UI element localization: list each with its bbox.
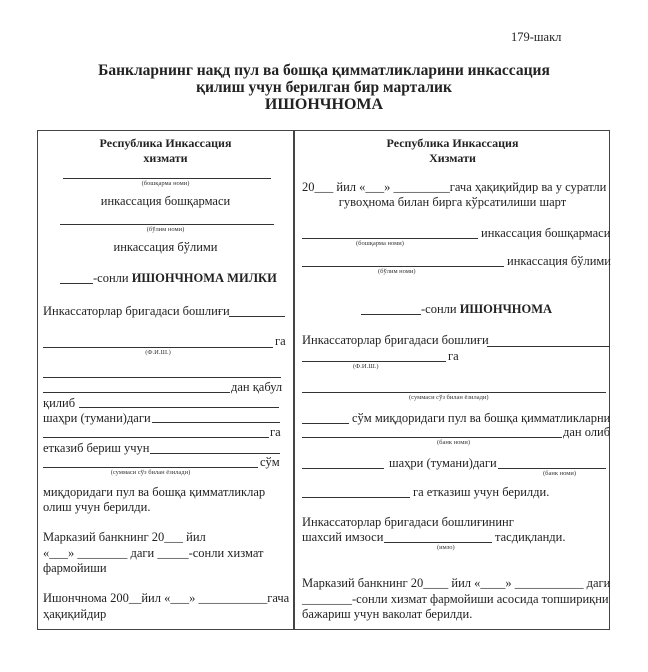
left-city-field[interactable] [152, 422, 280, 423]
right-caption-admin: (бошқарма номи) [356, 240, 404, 247]
left-dan-qabul: дан қабул [231, 380, 283, 394]
left-ga: га [275, 334, 286, 348]
left-cb-line-3: фармойиши [43, 561, 107, 575]
right-caption-bank: (банк номи) [437, 439, 470, 446]
right-number-suffix: -сонли [421, 302, 457, 316]
left-amount-field[interactable] [43, 467, 258, 468]
right-sign-line-1: Инкассаторлар бригадаси бошлиғининг [302, 515, 514, 529]
left-caption-admin: (бошқарма номи) [141, 180, 190, 187]
right-admin-name-field[interactable] [302, 238, 478, 239]
left-amount-text-1: миқдоридаги пул ва бошқа қимматликлар [43, 485, 266, 499]
right-sign-label: шахсий имзоси [302, 530, 384, 544]
right-cb-line-1: Марказий банкнинг 20____ йил «____» ___________ даги [302, 576, 611, 590]
right-cb-line-2: ________-сонли хизмат фармойиши асосида топшириқни [302, 592, 609, 606]
left-fio-field[interactable] [43, 347, 273, 348]
left-valid-line-2: ҳақиқийдир [43, 607, 107, 621]
left-number-suffix: -сонли [93, 271, 129, 285]
left-org-line-1: Республика Инкассация [99, 136, 232, 150]
left-sum: сўм [260, 455, 280, 469]
right-org-line-1: Республика Инкассация [386, 136, 519, 150]
right-caption-amount: (суммаси сўз билан ёзилади) [409, 394, 489, 401]
left-admin-name-field[interactable] [63, 178, 271, 179]
right-caption-dept: (бўлим номи) [378, 268, 416, 275]
document-title-line-1: Банкларнинг нақд пул ва бошқа қимматликларини инкассация [98, 62, 550, 79]
right-valid-line-2: гувоҳнома билан бирга кўрсатилиши шарт [338, 195, 567, 209]
right-city-field[interactable] [302, 468, 384, 469]
left-qilib: қилиб [43, 396, 76, 410]
left-recipient-field[interactable] [43, 437, 269, 438]
right-admin-text: инкассация бошқармаси [481, 226, 611, 240]
left-caption-amount: (суммаси сўз билан ёзилади) [110, 469, 191, 476]
left-number-field[interactable] [60, 283, 93, 284]
right-brigade-head-field[interactable] [487, 346, 610, 347]
left-city-label: шаҳри (тумани)даги [43, 411, 151, 425]
right-city-label: шаҳри (тумани)даги [389, 456, 497, 470]
right-sign-confirmed: тасдиқланди. [495, 530, 566, 544]
left-stub-title-row [93, 271, 277, 286]
right-recipient-field[interactable] [302, 497, 410, 498]
right-number-field[interactable] [361, 314, 421, 315]
right-dept-name-field[interactable] [302, 266, 504, 267]
document-title-line-3: ИШОНЧНОМА [264, 96, 384, 113]
left-source-field[interactable] [43, 392, 230, 393]
document-title-line-2: қилиш учун берилган бир марталик [196, 79, 452, 96]
left-deliver-field[interactable] [150, 453, 280, 454]
form-number: 179-шакл [511, 30, 562, 44]
right-fio-field[interactable] [302, 361, 446, 362]
left-amount-text-2: олиш учун берилди. [43, 500, 151, 514]
left-cb-line-1: Марказий банкнинг 20___ йил [43, 530, 206, 544]
right-ga: га [448, 349, 459, 363]
left-brigade-head-label: Инкассаторлар бригадаси бошлиғи [43, 304, 230, 318]
left-valid-line-1: Ишончнома 200__йил «___» ___________гача [43, 591, 290, 605]
left-caption-fio: (Ф.И.Ш.) [145, 349, 171, 356]
left-ga-2: га [270, 425, 281, 439]
left-admin-text: инкассация бошқармаси [100, 194, 231, 208]
right-deliver: га етказиш учун берилди. [413, 485, 550, 499]
left-qilib-field[interactable] [79, 407, 279, 408]
right-sum-text: сўм миқдоридаги пул ва бошқа қимматликларни [352, 411, 611, 425]
left-dept-name-field[interactable] [60, 224, 274, 225]
right-doc-title-row [421, 302, 552, 317]
right-valid-line-1: 20___ йил «___» _________гача ҳақиқийдир ва у суратли [302, 180, 607, 194]
right-cb-line-3: бажариш учун ваколат берилди. [302, 607, 473, 621]
right-dan-olib: дан олиб [563, 425, 611, 439]
right-dept-text: инкассация бўлими [507, 254, 611, 268]
right-amount-words-field[interactable] [302, 392, 606, 393]
right-doc-title: ИШОНЧНОМА [459, 302, 553, 316]
left-caption-dept: (бўлим номи) [146, 226, 185, 233]
right-caption-fio: (Ф.И.Ш.) [353, 363, 379, 370]
left-dept-text: инкассация бўлими [113, 240, 218, 254]
left-blank-line-1[interactable] [43, 377, 281, 378]
left-stub-title: ИШОНЧНОМА МИЛКИ [131, 271, 277, 285]
left-deliver-label: етказиб бериш учун [43, 441, 150, 455]
left-brigade-head-field[interactable] [229, 316, 285, 317]
left-cb-line-2: «___» ________ даги _____-сонли хизмат [43, 546, 264, 560]
right-signature-field[interactable] [384, 542, 492, 543]
right-caption-bank-2: (банк номи) [543, 470, 576, 477]
right-org-line-2: Хизмати [429, 151, 476, 165]
right-caption-sign: (имзо) [437, 544, 455, 551]
right-bank-to-field[interactable] [498, 468, 606, 469]
right-amount-field[interactable] [302, 423, 349, 424]
right-brigade-head-label: Инкассаторлар бригадаси бошлиғи [302, 333, 489, 347]
right-bank-from-field[interactable] [302, 437, 562, 438]
left-org-line-2: хизмати [143, 151, 188, 165]
